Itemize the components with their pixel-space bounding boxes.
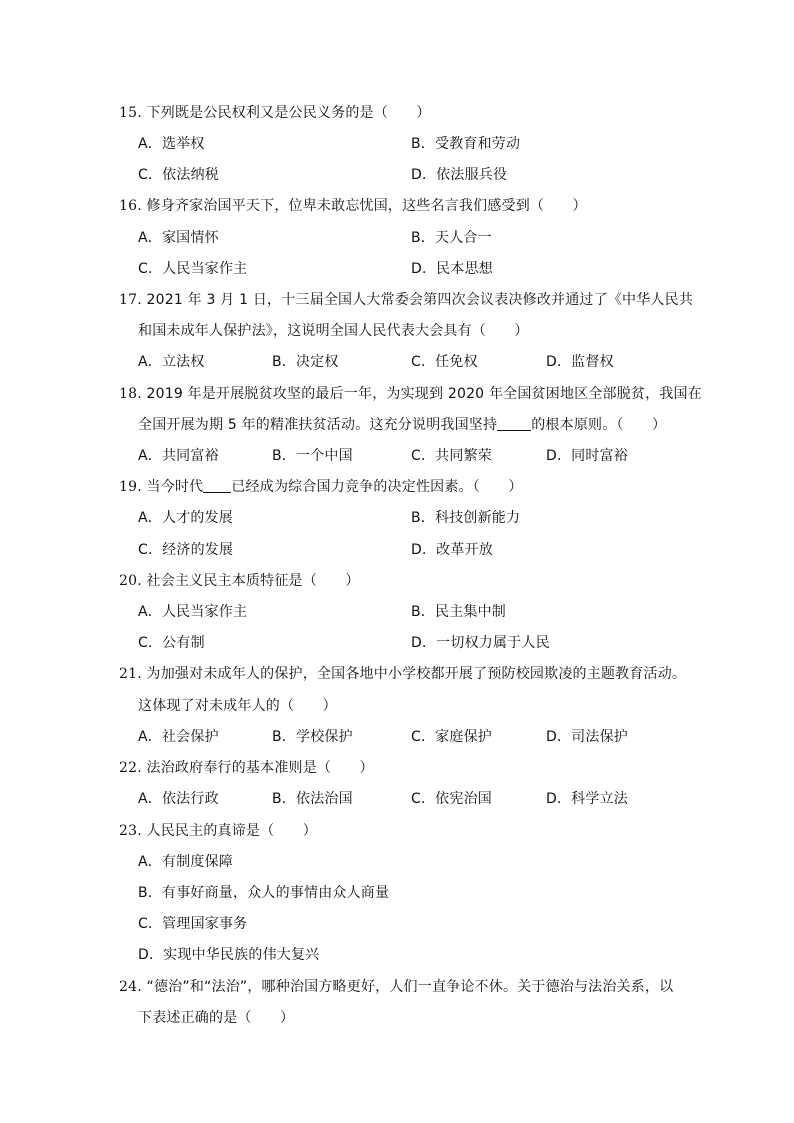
question-16-option-d: D．民本思想 <box>411 261 493 277</box>
question-16-option-b: B．天人合一 <box>411 230 492 246</box>
question-number: 16. <box>119 198 142 214</box>
question-18-option-a: A．共同富裕 <box>138 448 219 464</box>
question-18-option-d: D．同时富裕 <box>546 448 628 464</box>
question-text: 的根本原则。（ ） <box>531 417 667 433</box>
question-16-option-a: A．家国情怀 <box>138 230 219 246</box>
question-22-option-a: A．依法行政 <box>138 791 219 807</box>
question-23-option-b: B．有事好商量，众人的事情由众人商量 <box>138 885 390 901</box>
question-text: 法治政府奉行的基本准则是（ ） <box>146 760 374 776</box>
question-19-option-b: B．科技创新能力 <box>411 510 521 526</box>
question-number: 23. <box>119 823 142 839</box>
question-number: 19. <box>119 479 142 495</box>
answer-blank <box>497 416 531 431</box>
question-23-stem <box>119 822 317 840</box>
question-21-option-c: C．家庭保护 <box>411 729 492 745</box>
question-21-option-b: B．学校保护 <box>272 729 353 745</box>
question-15-option-c: C．依法纳税 <box>138 167 219 183</box>
question-22-option-b: B．依法治国 <box>272 791 353 807</box>
question-text: 修身齐家治国平天下，位卑未敢忘忧国，这些名言我们感受到（ ） <box>146 198 587 214</box>
question-19-stem <box>119 478 523 496</box>
question-15-stem <box>119 104 431 122</box>
question-text: 社会主义民主本质特征是（ ） <box>146 573 360 589</box>
question-text: 全国开展为期 5 年的精准扶贫活动。这充分说明我国坚持 <box>138 417 498 433</box>
question-19-option-a: A．人才的发展 <box>138 510 233 526</box>
question-17-option-c: C．任免权 <box>411 354 478 370</box>
question-23-option-c: C．管理国家事务 <box>138 916 248 932</box>
answer-blank <box>203 478 231 493</box>
question-23-option-a: A．有制度保障 <box>138 854 233 870</box>
question-19-option-d: D．改革开放 <box>411 542 493 558</box>
question-text: 下列既是公民权利又是公民义务的是（ ） <box>146 105 431 121</box>
question-16-option-c: C．人民当家作主 <box>138 261 248 277</box>
question-22-stem <box>119 759 374 777</box>
question-number: 20. <box>119 573 142 589</box>
question-17-option-d: D．监督权 <box>546 354 614 370</box>
question-18-option-b: B．一个中国 <box>272 448 353 464</box>
question-24-stem-continued: 下表述正确的是（ ） <box>138 1010 295 1026</box>
question-20-option-b: B．民主集中制 <box>411 604 507 620</box>
question-number: 15. <box>119 105 142 121</box>
question-20-option-a: A．人民当家作主 <box>138 604 248 620</box>
question-18-stem-continued <box>138 416 666 434</box>
question-20-option-c: C．公有制 <box>138 635 205 651</box>
question-24-stem <box>119 978 673 996</box>
question-number: 22. <box>119 760 142 776</box>
question-text: 2021 年 3 月 1 日，十三届全国人大常委会第四次会议表决修改并通过了《中华人民共 <box>146 292 694 308</box>
question-text: “德治”和“法治”，哪种治国方略更好，人们一直争论不休。关于德治与法治关系，以 <box>146 979 674 995</box>
question-text: 为加强对未成年人的保护，全国各地中小学校都开展了预防校园欺凌的主题教育活动。 <box>146 666 687 682</box>
question-16-stem <box>119 197 587 215</box>
question-22-option-d: D．科学立法 <box>546 791 628 807</box>
question-17-option-a: A．立法权 <box>138 354 205 370</box>
question-21-stem <box>119 665 686 683</box>
question-19-option-c: C．经济的发展 <box>138 542 234 558</box>
question-text: 人民民主的真谛是（ ） <box>146 823 317 839</box>
question-number: 17. <box>119 292 142 308</box>
question-number: 21. <box>119 666 142 682</box>
question-text: 当今时代 <box>146 479 204 495</box>
question-20-option-d: D．一切权力属于人民 <box>411 635 550 651</box>
question-17-option-b: B．决定权 <box>272 354 339 370</box>
question-text: 2019 年是开展脱贫攻坚的最后一年，为实现到 2020 年全国贫困地区全部脱贫，我国在 <box>146 386 702 402</box>
question-number: 18. <box>119 386 142 402</box>
question-15-option-a: A．选举权 <box>138 136 205 152</box>
question-15-option-d: D．依法服兵役 <box>411 167 508 183</box>
question-17-stem-continued: 和国未成年人保护法》，这说明全国人民代表大会具有（ ） <box>138 323 529 339</box>
question-15-option-b: B．受教育和劳动 <box>411 136 521 152</box>
question-17-stem <box>119 291 693 309</box>
question-23-option-d: D．实现中华民族的伟大复兴 <box>138 947 320 963</box>
question-20-stem <box>119 572 360 590</box>
question-21-stem-continued: 这体现了对未成年人的（ ） <box>138 698 337 714</box>
question-18-option-c: C．共同繁荣 <box>411 448 492 464</box>
question-text: 已经成为综合国力竞争的决定性因素。（ ） <box>231 479 523 495</box>
question-21-option-d: D．司法保护 <box>546 729 628 745</box>
question-21-option-a: A．社会保护 <box>138 729 219 745</box>
question-18-stem <box>119 385 702 403</box>
question-22-option-c: C．依宪治国 <box>411 791 492 807</box>
question-number: 24. <box>119 979 142 995</box>
